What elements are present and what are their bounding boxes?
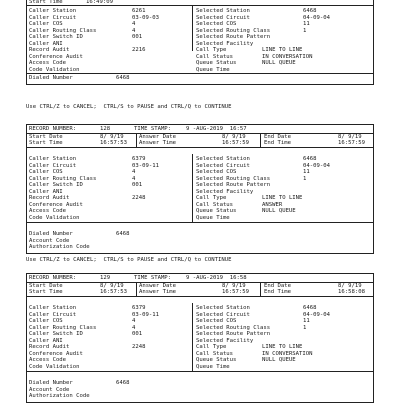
selected-station-label: Selected Station xyxy=(196,8,250,14)
caller-routing-class-value: 4 xyxy=(132,324,136,331)
access-code-label: Access Code xyxy=(29,60,67,66)
caller-routing-class-value: 4 xyxy=(132,175,136,182)
answer-time-label: Answer Time xyxy=(139,140,177,146)
account-code-label: Account Code xyxy=(29,386,70,393)
record-audit-label: Record Audit xyxy=(29,195,70,201)
caller-circuit-label: Caller Circuit xyxy=(29,14,77,21)
caller-cos-value: 4 xyxy=(132,21,136,27)
caller-station-value: 6379 xyxy=(132,305,146,311)
selected-circuit-value: 04-09-04 xyxy=(303,162,330,169)
selected-facility-label: Selected Facility xyxy=(196,40,254,47)
selected-routing-class-label: Selected Routing Class xyxy=(196,324,271,331)
dialed-number-label: Dialed Number xyxy=(29,380,73,386)
selected-cos-value: 11 xyxy=(303,318,310,324)
selected-facility-label: Selected Facility xyxy=(196,337,254,344)
queue-status-value: NULL QUEUE xyxy=(262,357,296,363)
start-time-label: Start Time xyxy=(29,0,63,5)
caller-circuit-value: 03-09-11 xyxy=(132,311,159,318)
queue-status-value: NULL QUEUE xyxy=(262,60,296,66)
conference-audit-label: Conference Audit xyxy=(29,53,83,60)
selected-route-pattern-label: Selected Route Pattern xyxy=(196,331,271,337)
caller-circuit-label: Caller Circuit xyxy=(29,162,77,169)
time-stamp-value: 9 -AUG-2019 16:57 xyxy=(186,126,247,132)
call-type-value: LINE TO LINE xyxy=(262,344,303,350)
selected-station-value: 6468 xyxy=(303,156,317,162)
dialed-number-value: 6468 xyxy=(116,380,130,386)
selected-routing-class-label: Selected Routing Class xyxy=(196,27,271,34)
call-status-value: IN CONVERSATION xyxy=(262,350,313,357)
record-number-label: RECORD NUMBER: xyxy=(29,275,77,281)
selected-circuit-label: Selected Circuit xyxy=(196,162,250,169)
record-audit-value: 2216 xyxy=(132,47,146,53)
call-type-label: Call Type xyxy=(196,344,227,350)
selected-routing-class-label: Selected Routing Class xyxy=(196,175,271,182)
queue-time-label: Queue Time xyxy=(196,66,230,73)
selected-cos-value: 11 xyxy=(303,169,310,175)
call-status-label: Call Status xyxy=(196,201,234,208)
selected-facility-label: Selected Facility xyxy=(196,188,254,195)
start-time-value: 16:57:53 xyxy=(100,289,127,295)
start-date-value: 8/ 9/19 xyxy=(100,134,124,140)
selected-circuit-label: Selected Circuit xyxy=(196,14,250,21)
dialed-number-value: 6468 xyxy=(116,231,130,237)
call-type-value: LINE TO LINE xyxy=(262,195,303,201)
selected-station-value: 6468 xyxy=(303,8,317,14)
record-number-value: 129 xyxy=(100,275,111,281)
selected-cos-label: Selected COS xyxy=(196,21,237,27)
call-type-value: LINE TO LINE xyxy=(262,47,303,53)
queue-status-label: Queue Status xyxy=(196,357,237,363)
call-status-label: Call Status xyxy=(196,350,234,357)
record-number-value: 128 xyxy=(100,126,111,132)
caller-routing-class-label: Caller Routing Class xyxy=(29,175,97,182)
answer-date-label: Answer Date xyxy=(139,283,177,289)
queue-status-value: NULL QUEUE xyxy=(262,208,296,214)
selected-circuit-value: 04-09-04 xyxy=(303,14,330,21)
end-date-value: 8/ 9/19 xyxy=(338,134,362,140)
dialed-number-label: Dialed Number xyxy=(29,231,73,237)
queue-status-label: Queue Status xyxy=(196,60,237,66)
record-number-label: RECORD NUMBER: xyxy=(29,126,77,132)
caller-circuit-value: 03-09-03 xyxy=(132,14,159,21)
answer-time-value: 16:57:59 xyxy=(222,140,249,146)
caller-ani-label: Caller ANI xyxy=(29,40,63,47)
caller-routing-class-value: 4 xyxy=(132,27,136,34)
end-time-value: 16:57:59 xyxy=(338,140,365,146)
time-stamp-label: TIME STAMP: xyxy=(134,126,172,132)
selected-cos-label: Selected COS xyxy=(196,169,237,175)
dialed-number-label: Dialed Number xyxy=(29,75,73,81)
conference-audit-label: Conference Audit xyxy=(29,201,83,208)
caller-routing-class-label: Caller Routing Class xyxy=(29,324,97,331)
start-date-label: Start Date xyxy=(29,134,63,140)
selected-station-label: Selected Station xyxy=(196,156,250,162)
start-date-label: Start Date xyxy=(29,283,63,289)
caller-switch-id-label: Caller Switch ID xyxy=(29,182,83,188)
call-type-label: Call Type xyxy=(196,47,227,53)
caller-switch-id-label: Caller Switch ID xyxy=(29,331,83,337)
dialed-number-value: 6468 xyxy=(116,75,130,81)
time-stamp-label: TIME STAMP: xyxy=(134,275,172,281)
selected-station-value: 6468 xyxy=(303,305,317,311)
end-time-label: End Time xyxy=(264,140,291,146)
caller-cos-value: 4 xyxy=(132,169,136,175)
caller-switch-id-value: 001 xyxy=(132,182,143,188)
caller-switch-id-value: 001 xyxy=(132,331,143,337)
caller-station-value: 6261 xyxy=(132,8,146,14)
caller-cos-label: Caller COS xyxy=(29,318,63,324)
caller-ani-label: Caller ANI xyxy=(29,188,63,195)
end-time-label: End Time xyxy=(264,289,291,295)
answer-date-value: 8/ 9/19 xyxy=(222,283,246,289)
caller-cos-label: Caller COS xyxy=(29,21,63,27)
time-stamp-value: 9 -AUG-2019 16:58 xyxy=(186,275,247,281)
caller-station-label: Caller Station xyxy=(29,305,77,311)
selected-circuit-label: Selected Circuit xyxy=(196,311,250,318)
access-code-label: Access Code xyxy=(29,208,67,214)
access-code-label: Access Code xyxy=(29,357,67,363)
answer-time-label: Answer Time xyxy=(139,289,177,295)
queue-time-label: Queue Time xyxy=(196,214,230,221)
answer-date-label: Answer Date xyxy=(139,134,177,140)
caller-circuit-value: 03-09-11 xyxy=(132,162,159,169)
selected-station-label: Selected Station xyxy=(196,305,250,311)
start-time-value: 16:49:09 xyxy=(86,0,113,5)
authorization-code-label: Authorization Code xyxy=(29,244,90,250)
end-date-value: 8/ 9/19 xyxy=(338,283,362,289)
queue-time-label: Queue Time xyxy=(196,363,230,370)
selected-circuit-value: 04-09-04 xyxy=(303,311,330,318)
caller-switch-id-value: 001 xyxy=(132,34,143,40)
caller-cos-value: 4 xyxy=(132,318,136,324)
end-date-label: End Date xyxy=(264,134,291,140)
end-date-label: End Date xyxy=(264,283,291,289)
caller-station-value: 6379 xyxy=(132,156,146,162)
caller-cos-label: Caller COS xyxy=(29,169,63,175)
ctrl-instructions-1: Use CTRL/Z to CANCEL; CTRL/S to PAUSE and CTRL/Q to CONTINUE xyxy=(26,104,232,110)
call-status-value: ANSWER xyxy=(262,201,283,208)
ctrl-instructions-2: Use CTRL/Z to CANCEL; CTRL/S to PAUSE and CTRL/Q to CONTINUE xyxy=(26,257,232,263)
code-validation-label: Code Validation xyxy=(29,66,80,73)
selected-routing-class-value: 1 xyxy=(303,324,307,331)
account-code-label: Account Code xyxy=(29,237,70,244)
selected-route-pattern-label: Selected Route Pattern xyxy=(196,182,271,188)
conference-audit-label: Conference Audit xyxy=(29,350,83,357)
queue-status-label: Queue Status xyxy=(196,208,237,214)
caller-ani-label: Caller ANI xyxy=(29,337,63,344)
authorization-code-label: Authorization Code xyxy=(29,393,90,399)
record-audit-value: 2248 xyxy=(132,195,146,201)
selected-routing-class-value: 1 xyxy=(303,27,307,34)
code-validation-label: Code Validation xyxy=(29,214,80,221)
caller-routing-class-label: Caller Routing Class xyxy=(29,27,97,34)
caller-station-label: Caller Station xyxy=(29,156,77,162)
call-type-label: Call Type xyxy=(196,195,227,201)
record-audit-label: Record Audit xyxy=(29,344,70,350)
record-audit-label: Record Audit xyxy=(29,47,70,53)
answer-date-value: 8/ 9/19 xyxy=(222,134,246,140)
start-time-value: 16:57:53 xyxy=(100,140,127,146)
selected-cos-value: 11 xyxy=(303,21,310,27)
call-status-label: Call Status xyxy=(196,53,234,60)
start-time-label: Start Time xyxy=(29,289,63,295)
selected-routing-class-value: 1 xyxy=(303,175,307,182)
call-status-value: IN CONVERSATION xyxy=(262,53,313,60)
code-validation-label: Code Validation xyxy=(29,363,80,370)
answer-time-value: 16:57:59 xyxy=(222,289,249,295)
selected-route-pattern-label: Selected Route Pattern xyxy=(196,34,271,40)
caller-station-label: Caller Station xyxy=(29,8,77,14)
caller-switch-id-label: Caller Switch ID xyxy=(29,34,83,40)
record-audit-value: 2248 xyxy=(132,344,146,350)
caller-circuit-label: Caller Circuit xyxy=(29,311,77,318)
end-time-value: 16:58:08 xyxy=(338,289,365,295)
selected-cos-label: Selected COS xyxy=(196,318,237,324)
start-time-label: Start Time xyxy=(29,140,63,146)
start-date-value: 8/ 9/19 xyxy=(100,283,124,289)
